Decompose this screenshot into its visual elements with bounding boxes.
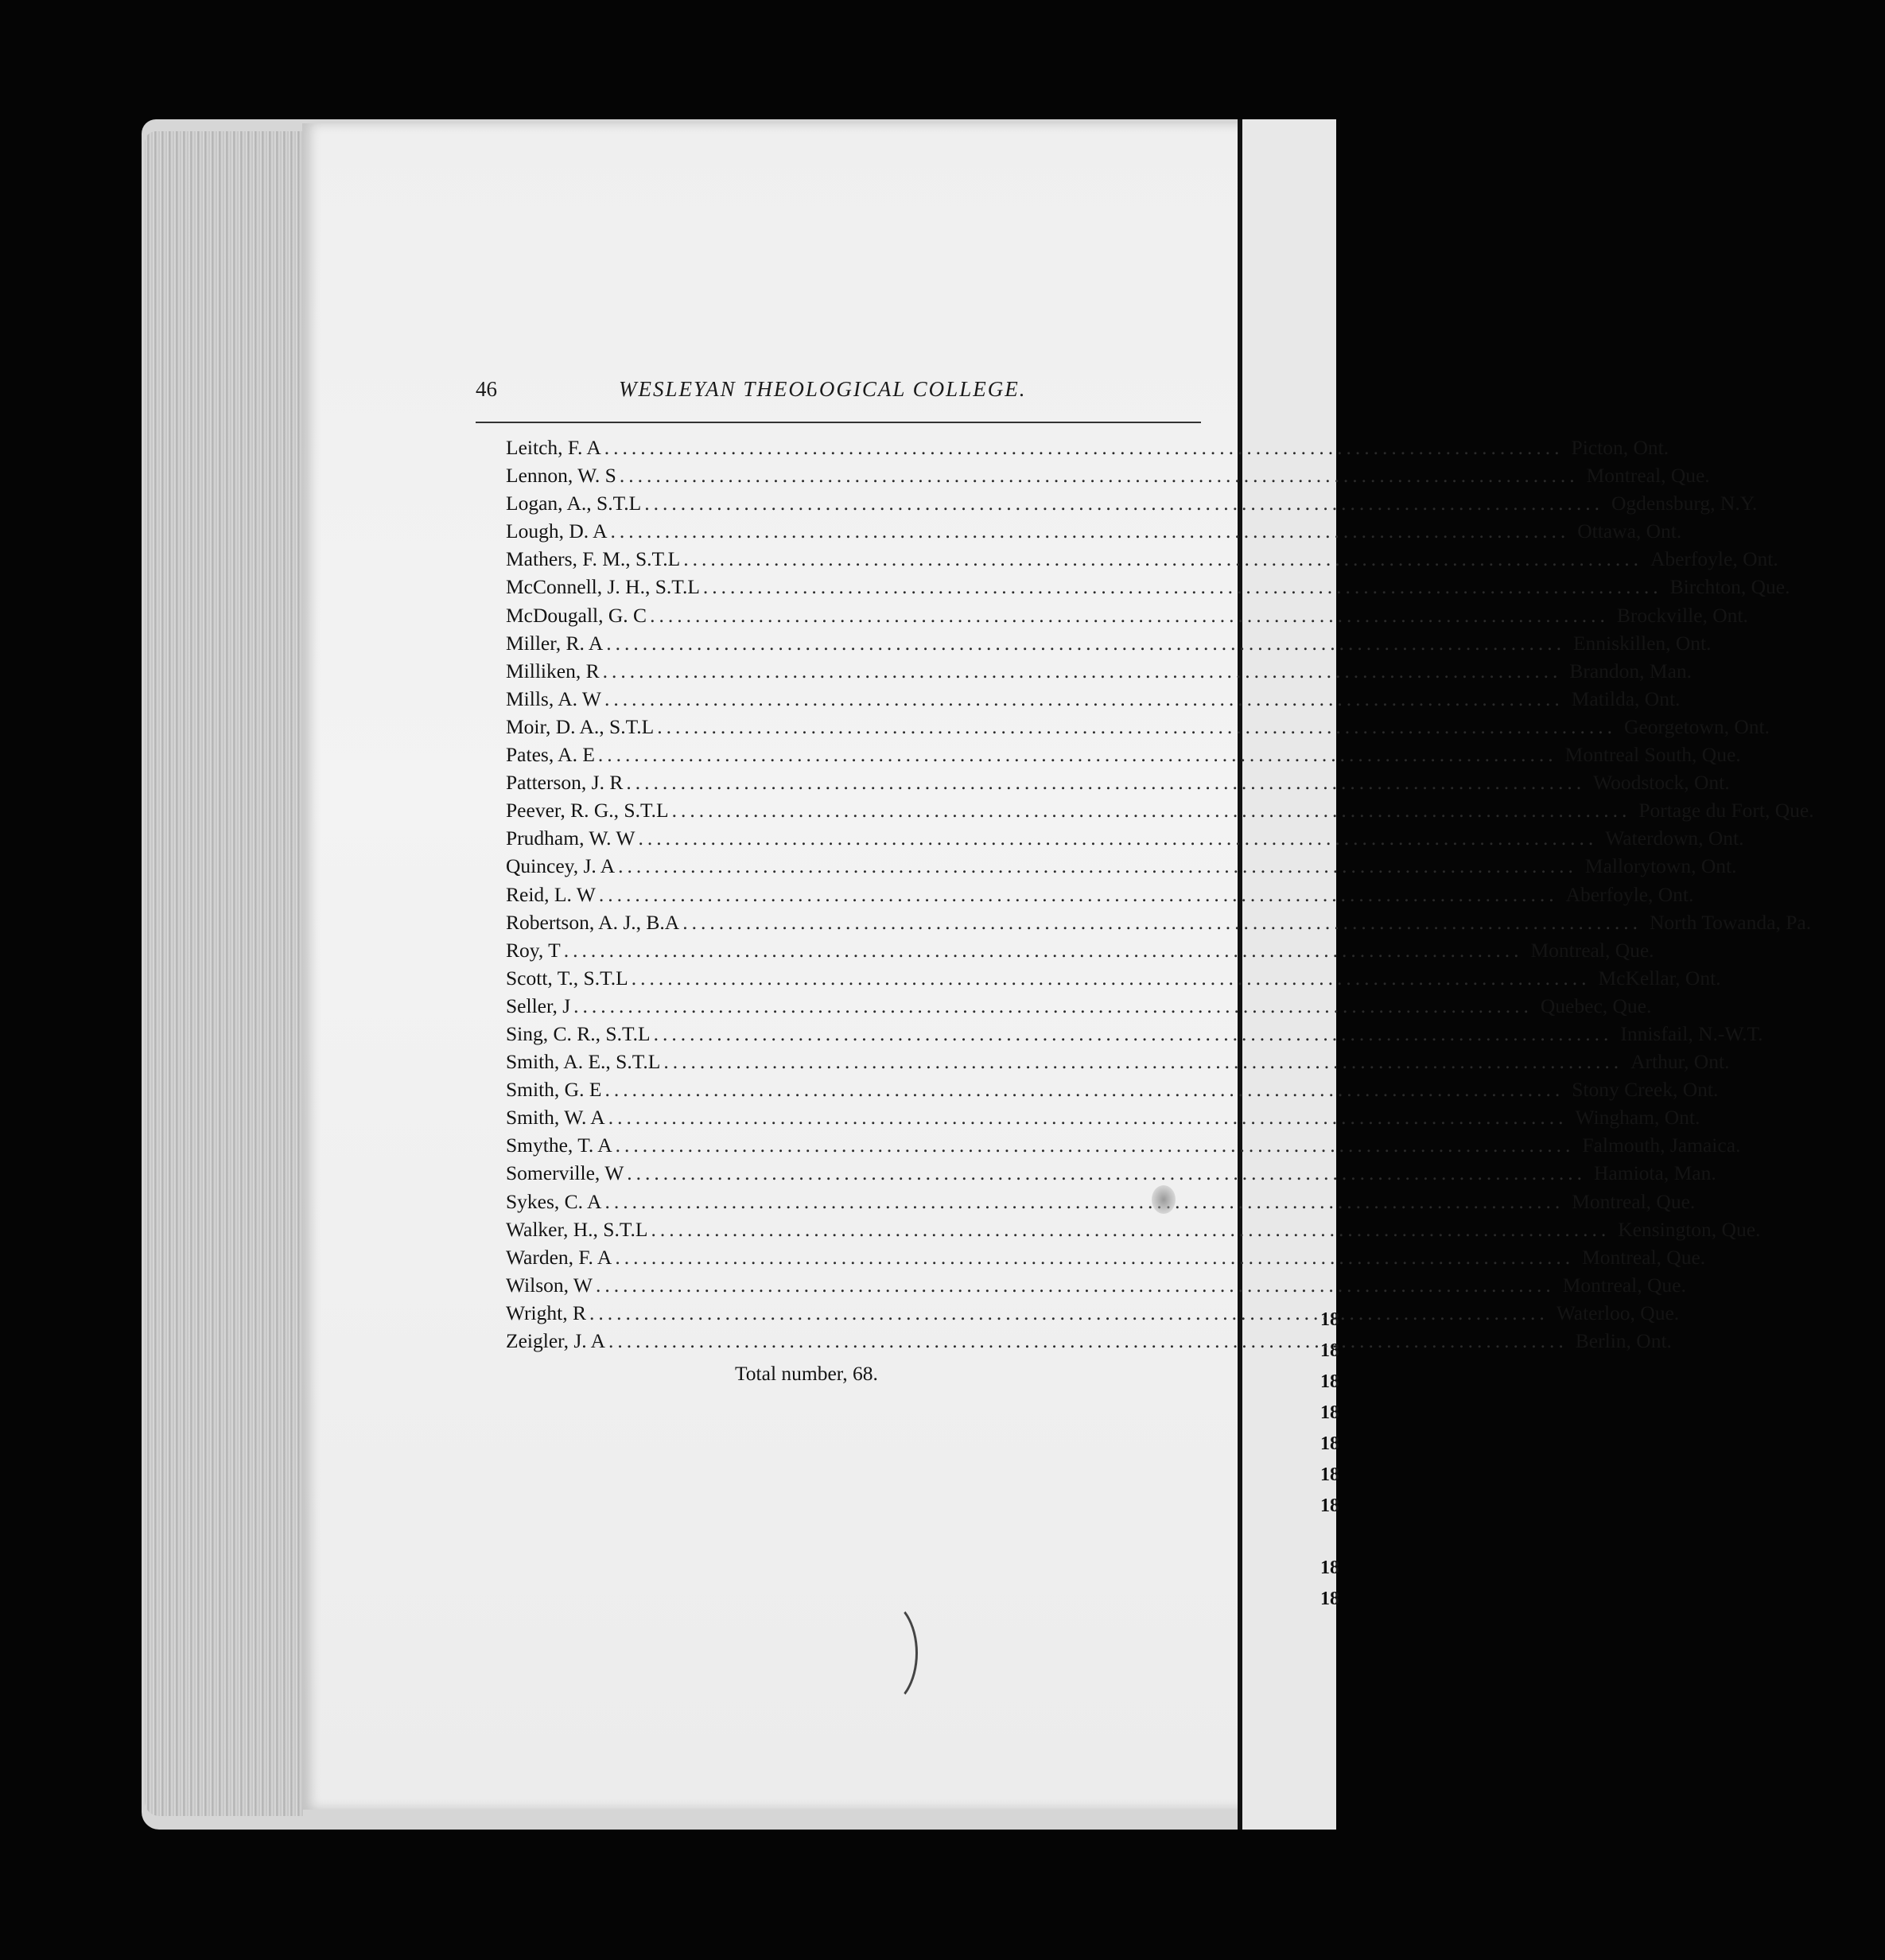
leader-dots — [644, 492, 1603, 515]
student-residence: Montreal South, Que. — [1564, 743, 1741, 767]
student-residence: Waterloo, Que. — [1556, 1301, 1680, 1324]
leader-dots — [615, 1246, 1574, 1270]
student-name: Robertson, A. J., B.A — [506, 910, 680, 934]
student-residence: North Towanda, Pa. — [1649, 910, 1812, 934]
student-residence: Aberfoyle, Ont. — [1650, 547, 1778, 571]
student-name: Somerville, W — [506, 1161, 624, 1185]
leader-dots — [603, 659, 1562, 683]
student-residence: Montreal, Que. — [1572, 1189, 1696, 1213]
list-item — [506, 966, 1721, 994]
list-item — [506, 686, 1681, 715]
student-name: Peever, R. G., S.T.L — [506, 799, 669, 822]
list-item — [506, 1245, 1706, 1274]
student-name: Lennon, W. S — [506, 464, 616, 488]
student-residence: Stony Creek, Ont. — [1572, 1078, 1719, 1102]
list-item — [506, 1217, 1761, 1246]
leader-dots — [599, 883, 1558, 907]
leader-dots — [632, 966, 1591, 990]
student-residence: Montreal, Que. — [1562, 1273, 1686, 1297]
list-item — [506, 826, 1744, 854]
page-edges — [145, 131, 304, 1816]
leader-dots — [672, 799, 1631, 822]
list-item — [506, 882, 1694, 911]
leader-dots — [604, 436, 1564, 460]
list-item — [506, 854, 1737, 882]
student-residence: Montreal, Que. — [1530, 938, 1654, 962]
edge-number: 18 — [1320, 1371, 1339, 1392]
edge-number: 18 — [1320, 1589, 1339, 1609]
student-name: Roy, T — [506, 938, 561, 962]
student-name: Milliken, R — [506, 659, 600, 682]
leader-dots — [598, 743, 1557, 767]
list-item — [506, 910, 1812, 939]
list-item — [506, 575, 1790, 603]
student-residence: Woodstock, Ont. — [1593, 771, 1730, 795]
student-residence: Innisfail, N.-W.T. — [1620, 1021, 1763, 1045]
student-name: McConnell, J. H., S.T.L — [506, 575, 700, 599]
student-residence: Ottawa, Ont. — [1577, 519, 1682, 543]
leader-dots — [682, 911, 1642, 935]
student-residence: Arthur, Ont. — [1630, 1050, 1730, 1074]
student-name: Moir, D. A., S.T.L — [506, 714, 655, 738]
running-title: WESLEYAN THEOLOGICAL COLLEGE. — [619, 377, 1027, 401]
edge-number: 18 — [1320, 1433, 1339, 1454]
edge-number: 18 — [1320, 1402, 1339, 1423]
leader-dots — [683, 547, 1642, 571]
student-residence: Falmouth, Jamaica. — [1582, 1134, 1741, 1157]
student-name: Warden, F. A — [506, 1245, 612, 1269]
leader-dots — [654, 1022, 1613, 1046]
student-residence: Ogdensburg, N.Y. — [1611, 492, 1758, 515]
list-item — [506, 659, 1693, 687]
header-rule — [476, 422, 1201, 423]
page-header — [476, 372, 1201, 407]
leader-dots — [608, 1329, 1568, 1353]
student-residence: Berlin, Ont. — [1575, 1329, 1672, 1352]
student-name: Pates, A. E — [506, 743, 595, 767]
student-name: Sing, C. R., S.T.L — [506, 1021, 651, 1045]
list-item — [506, 938, 1654, 966]
leader-dots — [564, 939, 1523, 962]
student-residence: Brockville, Ont. — [1616, 603, 1748, 627]
student-name: Zeigler, J. A — [506, 1329, 606, 1352]
edge-number: 18 — [1320, 1340, 1339, 1361]
leader-dots — [650, 604, 1609, 628]
student-name: Patterson, J. R — [506, 771, 624, 795]
total-count: Total number, 68. — [735, 1362, 878, 1385]
student-residence: Picton, Ont. — [1571, 436, 1669, 459]
leader-dots — [663, 1050, 1623, 1074]
student-residence: Enniskillen, Ont. — [1572, 631, 1712, 655]
list-item — [506, 799, 1814, 826]
leader-dots — [604, 687, 1564, 711]
leader-dots — [589, 1301, 1549, 1325]
leader-dots — [606, 632, 1565, 655]
student-name: Mills, A. W — [506, 686, 601, 710]
list-item — [506, 714, 1770, 743]
student-residence: Portage du Fort, Que. — [1638, 799, 1814, 822]
student-name: McDougall, G. C — [506, 603, 647, 627]
list-item — [506, 631, 1712, 659]
list-item — [506, 464, 1710, 492]
list-item — [506, 1189, 1696, 1218]
page-number: 46 — [476, 377, 497, 401]
list-item — [506, 519, 1682, 547]
student-residence: Montreal, Que. — [1586, 464, 1710, 488]
student-name: Leitch, F. A — [506, 436, 601, 459]
student-residence: Waterdown, Ont. — [1605, 826, 1744, 850]
student-name: Quincey, J. A — [506, 854, 616, 878]
leader-dots — [657, 715, 1616, 739]
list-item — [506, 1273, 1686, 1301]
leader-dots — [703, 575, 1662, 599]
leader-dots — [627, 1161, 1586, 1185]
student-residence: Matilda, Ont. — [1571, 686, 1681, 710]
student-name: Smith, G. E — [506, 1078, 602, 1102]
student-name: Scott, T., S.T.L — [506, 966, 628, 990]
edge-number — [1320, 1522, 1339, 1553]
student-residence: Georgetown, Ont. — [1623, 714, 1770, 738]
student-residence: Montreal, Que. — [1582, 1245, 1706, 1269]
list-item — [506, 436, 1669, 464]
student-residence: Kensington, Que. — [1618, 1217, 1761, 1241]
student-name: Smythe, T. A — [506, 1134, 612, 1157]
list-item — [506, 1050, 1730, 1078]
student-name: Seller, J — [506, 994, 571, 1017]
student-name: Walker, H., S.T.L — [506, 1217, 648, 1241]
student-name: Prudham, W. W — [506, 826, 635, 850]
student-residence: Quebec, Que. — [1540, 994, 1652, 1017]
list-item — [506, 1161, 1716, 1189]
edge-number: 18 — [1320, 1495, 1339, 1516]
student-name: Mathers, F. M., S.T.L — [506, 547, 681, 571]
student-residence: Birchton, Que. — [1669, 575, 1790, 599]
student-name: Smith, W. A — [506, 1106, 605, 1130]
leader-dots — [611, 519, 1570, 543]
student-residence: Mallorytown, Ont. — [1584, 854, 1737, 878]
edge-number: 18 — [1320, 1558, 1339, 1578]
edge-number: 18 — [1320, 1309, 1339, 1330]
leader-dots — [638, 826, 1597, 850]
list-item — [506, 994, 1652, 1022]
student-name: Lough, D. A — [506, 519, 608, 543]
ink-smudge — [1152, 1185, 1176, 1214]
leader-dots — [618, 854, 1577, 878]
pencil-mark — [849, 1599, 918, 1707]
leader-dots — [620, 464, 1579, 488]
leader-dots — [608, 1106, 1568, 1130]
student-name: Wright, R — [506, 1301, 586, 1324]
list-item — [506, 1021, 1763, 1050]
leader-dots — [604, 1078, 1564, 1102]
leader-dots — [626, 771, 1585, 795]
list-item — [506, 492, 1758, 519]
list-item — [506, 1134, 1741, 1161]
list-item — [506, 547, 1778, 575]
list-item — [506, 603, 1748, 632]
student-residence: Aberfoyle, Ont. — [1565, 882, 1694, 906]
list-item — [506, 743, 1741, 771]
list-item — [506, 771, 1730, 799]
student-name: Wilson, W — [506, 1273, 593, 1297]
list-item — [506, 1106, 1700, 1134]
student-name: Smith, A. E., S.T.L — [506, 1050, 661, 1074]
leader-dots — [573, 994, 1533, 1018]
student-residence: Brandon, Man. — [1569, 659, 1693, 682]
leader-dots — [616, 1134, 1575, 1157]
student-residence: Wingham, Ont. — [1575, 1106, 1700, 1130]
edge-number: 18 — [1320, 1464, 1339, 1485]
student-name: Logan, A., S.T.L — [506, 492, 642, 515]
student-name: Sykes, C. A — [506, 1189, 602, 1213]
student-name: Reid, L. W — [506, 882, 596, 906]
student-name: Miller, R. A — [506, 631, 604, 655]
list-item — [506, 1078, 1719, 1106]
student-residence: Hamiota, Man. — [1594, 1161, 1716, 1185]
leader-dots — [651, 1218, 1610, 1242]
student-residence: McKellar, Ont. — [1598, 966, 1721, 990]
leader-dots — [604, 1190, 1564, 1214]
leader-dots — [596, 1274, 1555, 1297]
